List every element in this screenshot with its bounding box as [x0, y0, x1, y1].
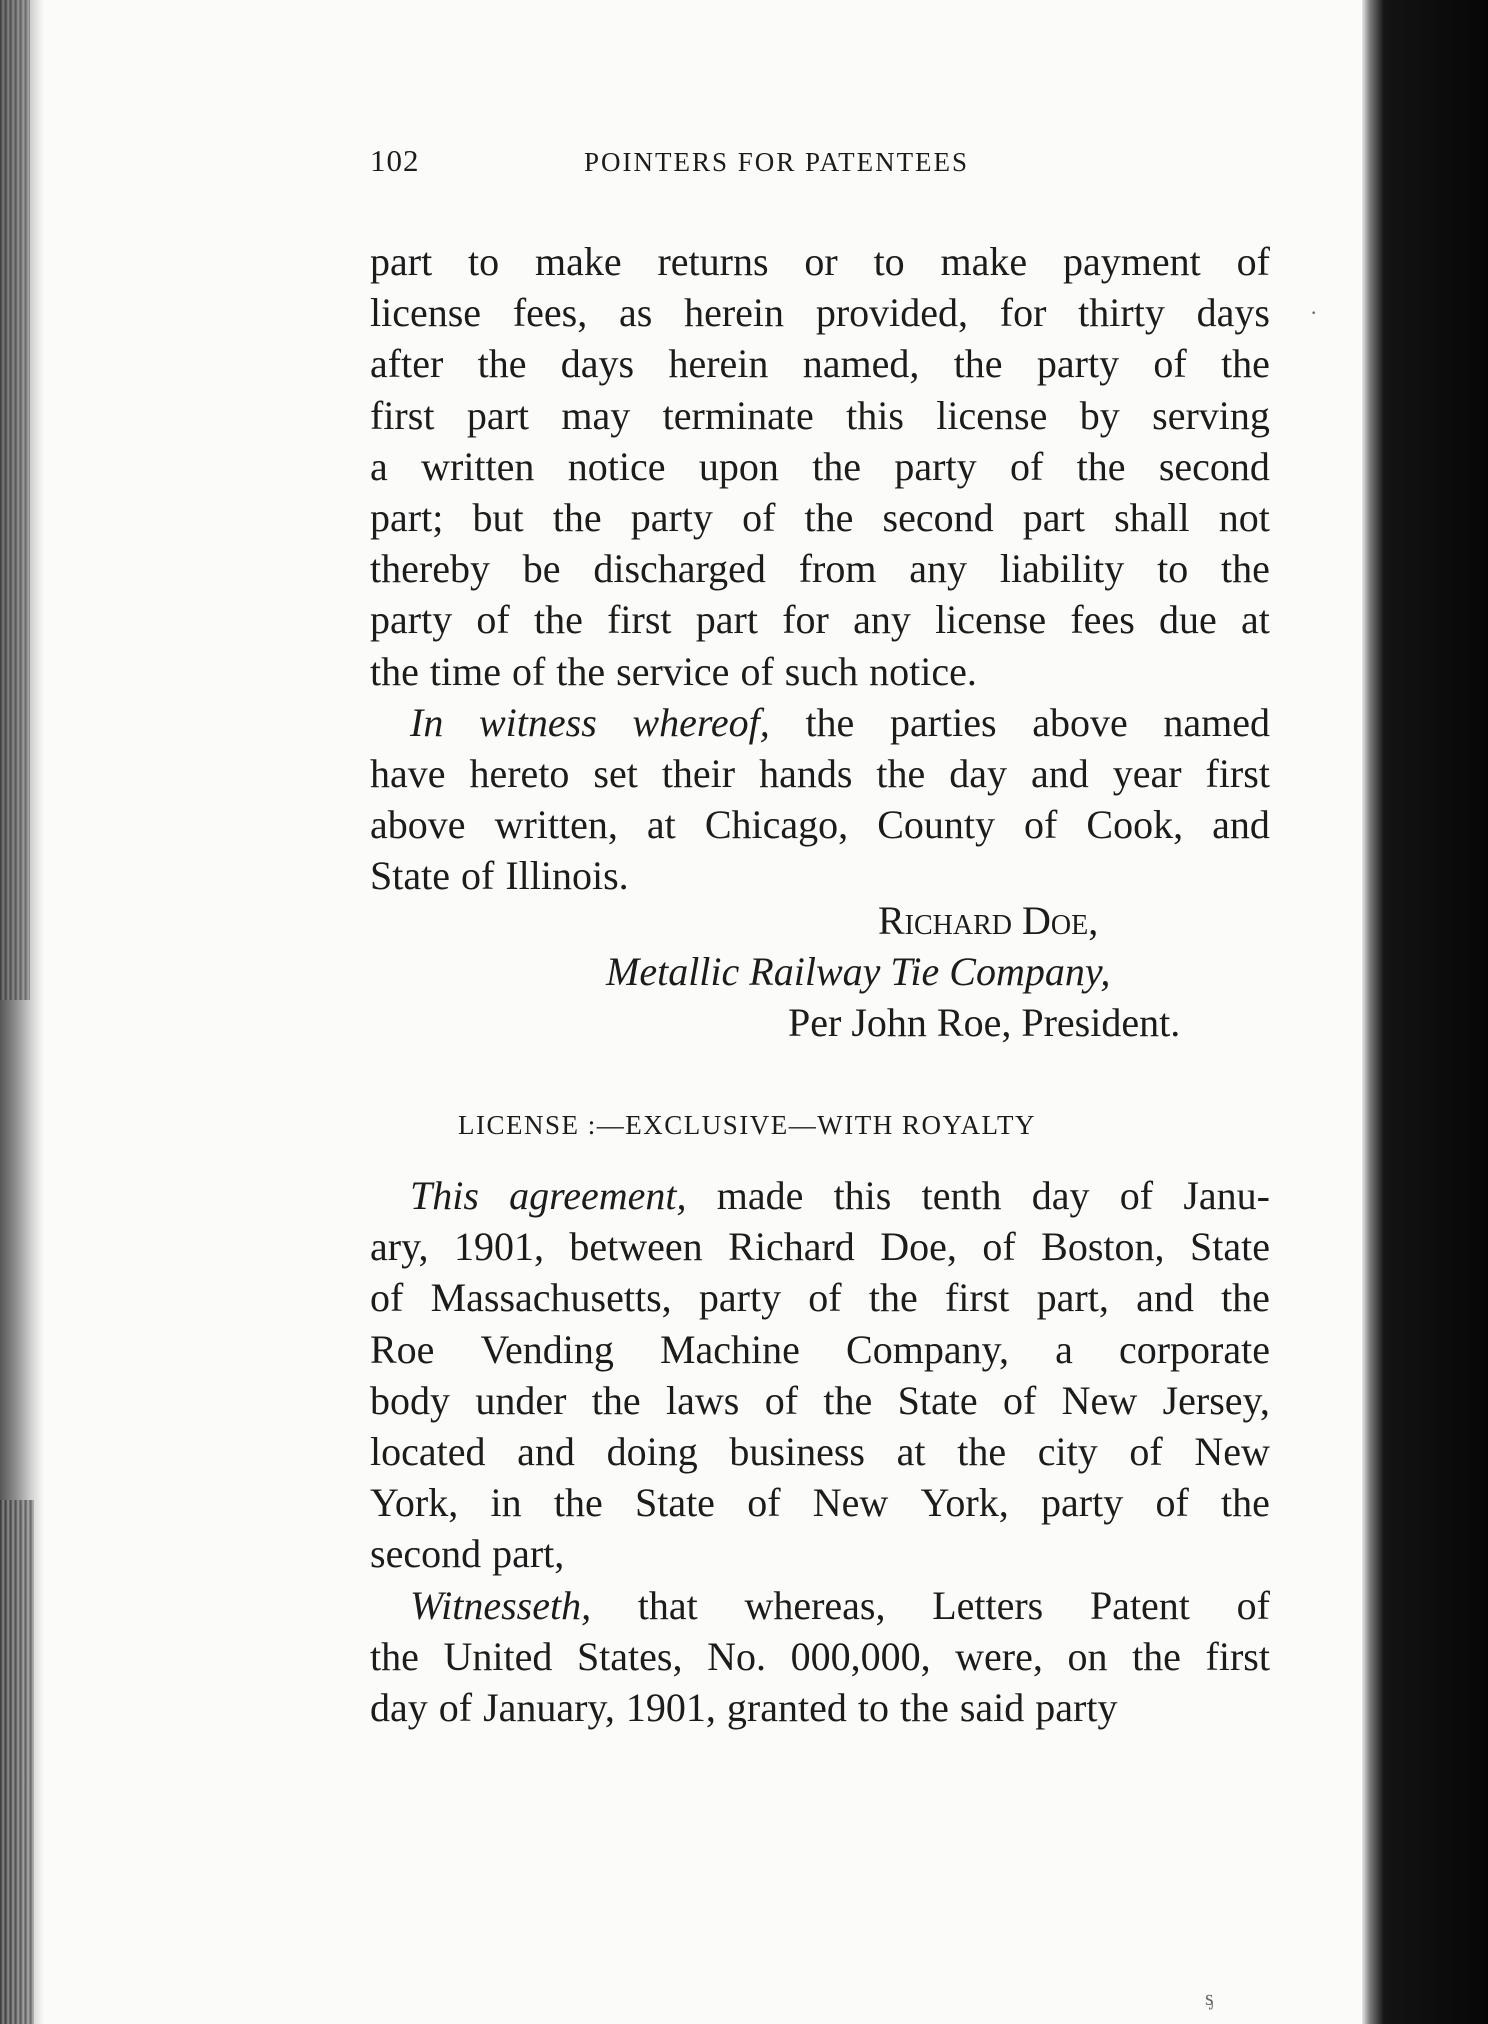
signatory-officer: Per John Roe, President.	[788, 1000, 1181, 1046]
paragraph-witness	[370, 697, 1270, 902]
word: at	[646, 802, 676, 848]
word: States,	[576, 1633, 683, 1679]
word: Illinois.	[505, 853, 629, 899]
word: York,	[370, 1480, 459, 1526]
word: to	[1157, 546, 1189, 592]
word: for	[782, 597, 829, 643]
word: a	[1055, 1326, 1073, 1372]
word: the	[957, 1428, 1007, 1474]
word: above	[1032, 699, 1128, 745]
word: discharged	[593, 546, 766, 592]
text-block-lower	[370, 1170, 1270, 1733]
word: city	[1037, 1428, 1098, 1474]
word: such	[784, 648, 859, 694]
word: of	[982, 1224, 1016, 1270]
text-line	[370, 748, 1270, 799]
word: County	[877, 802, 995, 848]
word: thereby	[370, 546, 490, 592]
word: fees,	[512, 290, 588, 336]
word: days	[560, 341, 635, 387]
word: but	[472, 494, 524, 540]
word: day	[1031, 1173, 1090, 1218]
word: on	[1067, 1633, 1108, 1679]
word: of	[764, 1377, 799, 1423]
word: of	[1024, 802, 1058, 848]
text-line	[370, 543, 1270, 594]
word: New	[1061, 1377, 1138, 1423]
word: part	[370, 239, 433, 284]
running-title: POINTERS FOR PATENTEES	[584, 147, 970, 177]
signatory-company: Metallic Railway Tie Company,	[606, 949, 1111, 995]
text-line	[370, 1528, 1270, 1579]
word: Richard	[728, 1224, 855, 1270]
word: at	[1241, 597, 1270, 643]
word: 1901,	[453, 1224, 544, 1270]
word: business	[729, 1428, 865, 1474]
word: license	[935, 597, 1047, 643]
text-line	[370, 1272, 1270, 1323]
word: the	[1076, 443, 1126, 489]
word: day	[949, 750, 1007, 796]
text-line	[370, 236, 1270, 287]
text-line	[370, 1221, 1270, 1272]
word: second	[370, 1531, 482, 1577]
word: first	[607, 597, 672, 643]
word: payment	[1063, 239, 1201, 284]
word: license	[370, 290, 482, 336]
word: of	[370, 1275, 404, 1321]
word: the	[876, 750, 926, 796]
word: the	[1221, 341, 1270, 387]
word: named	[1163, 699, 1270, 745]
word: first	[370, 392, 435, 438]
word: set	[593, 750, 638, 796]
word: the	[533, 597, 583, 643]
word: and	[517, 1428, 575, 1474]
word: of	[1009, 443, 1044, 489]
word: the	[477, 341, 527, 387]
word: body	[370, 1377, 450, 1423]
word: State	[1189, 1224, 1270, 1270]
word: said	[959, 1684, 1025, 1730]
text-line	[370, 287, 1270, 338]
word: party	[1041, 1480, 1124, 1526]
word: United	[443, 1633, 553, 1679]
word: serving	[1152, 392, 1270, 438]
word: part;	[370, 494, 444, 540]
word: agreement,	[509, 1173, 687, 1218]
text-line	[370, 1170, 1270, 1221]
word: the	[1221, 1275, 1270, 1321]
word: Boston,	[1041, 1224, 1165, 1270]
word: under	[475, 1377, 567, 1423]
paragraph-agreement	[370, 1170, 1270, 1580]
word: Jersey,	[1162, 1377, 1270, 1423]
word: State	[634, 1480, 715, 1526]
text-line	[370, 646, 1270, 697]
word: the	[823, 1377, 873, 1423]
text-line	[370, 492, 1270, 543]
word: day	[370, 1684, 428, 1730]
word: the	[553, 1480, 603, 1526]
word: have	[370, 750, 446, 796]
word: of	[747, 1480, 781, 1526]
word: of	[1236, 1582, 1270, 1628]
word: their	[661, 750, 736, 796]
text-line	[370, 1477, 1270, 1528]
word: This	[410, 1173, 479, 1218]
word: the	[868, 1275, 918, 1321]
scan-speck: ·	[1310, 300, 1318, 325]
word: of	[476, 597, 510, 643]
word: hereto	[469, 750, 570, 796]
word: Machine	[659, 1326, 800, 1372]
word: Cook,	[1086, 802, 1184, 848]
word: first	[1205, 750, 1270, 796]
word: of	[808, 1275, 842, 1321]
word: a	[370, 443, 388, 489]
word: between	[569, 1224, 703, 1270]
word: the	[953, 341, 1003, 387]
word: herein	[684, 290, 785, 336]
word: whereas,	[744, 1582, 886, 1628]
word: make	[535, 239, 622, 284]
word: Witnesseth,	[410, 1582, 592, 1628]
word: from	[798, 546, 877, 592]
scan-speck: ᶊ	[1205, 1985, 1214, 2010]
word: returns	[657, 239, 769, 284]
word: notice.	[869, 648, 977, 694]
word: of	[1153, 341, 1187, 387]
section-heading: LICENSE :—EXCLUSIVE—WITH ROYALTY	[458, 1110, 1036, 1140]
word: terminate	[662, 392, 814, 438]
text-line	[370, 1631, 1270, 1682]
word: or	[804, 239, 838, 284]
word: and	[1136, 1275, 1194, 1321]
word: of	[1155, 1480, 1189, 1526]
word: upon	[698, 443, 779, 489]
word: whereof,	[632, 699, 770, 745]
word: shall	[1114, 494, 1190, 540]
word: granted	[726, 1684, 847, 1730]
text-line	[370, 697, 1270, 748]
word: of	[438, 1684, 473, 1730]
word: the	[1132, 1633, 1181, 1679]
word: the	[805, 699, 855, 745]
word: may	[561, 392, 631, 438]
word: year	[1112, 750, 1182, 796]
word: ary,	[370, 1224, 429, 1270]
text-line	[370, 850, 1270, 901]
text-line	[370, 1682, 1270, 1733]
word: written	[421, 443, 535, 489]
word: this	[833, 1173, 892, 1218]
word: and	[1212, 802, 1270, 848]
word: York,	[920, 1480, 1009, 1526]
text-line	[370, 1580, 1270, 1631]
text-line	[370, 594, 1270, 645]
word: Massachusetts,	[430, 1275, 672, 1321]
word: notice	[567, 443, 666, 489]
word: witness	[478, 699, 597, 745]
word: to	[468, 239, 500, 284]
word: first	[944, 1275, 1010, 1321]
word: that	[637, 1582, 698, 1628]
word: any	[909, 546, 968, 592]
word: January,	[483, 1684, 615, 1730]
signature-block	[370, 895, 1270, 1049]
word: of	[1129, 1428, 1163, 1474]
word: provided,	[815, 290, 968, 336]
word: Company,	[846, 1326, 1009, 1372]
word: Vending	[480, 1326, 614, 1372]
paragraph-terms	[370, 236, 1270, 697]
word: at	[896, 1428, 926, 1474]
text-line	[370, 1375, 1270, 1426]
word: tenth	[921, 1173, 1002, 1218]
word: thirty	[1078, 290, 1165, 336]
text-block-upper	[370, 236, 1270, 901]
text-line	[370, 338, 1270, 389]
word: first	[1205, 1633, 1270, 1679]
word: the	[1221, 546, 1270, 592]
word: named,	[802, 341, 920, 387]
word: part	[1022, 494, 1085, 540]
word: due	[1159, 597, 1217, 643]
word: of	[1236, 239, 1270, 284]
word: of	[1002, 1377, 1037, 1423]
word: days	[1196, 290, 1270, 336]
word: second	[1158, 443, 1270, 489]
word: license	[936, 392, 1048, 438]
text-line	[370, 441, 1270, 492]
word: the	[556, 648, 606, 694]
word: make	[940, 239, 1028, 284]
word: laws	[666, 1377, 740, 1423]
word: made	[716, 1173, 804, 1218]
word: written,	[494, 802, 618, 848]
word: party	[370, 597, 453, 643]
word: second	[882, 494, 994, 540]
word: Patent	[1089, 1582, 1190, 1628]
word: Roe	[370, 1326, 435, 1372]
word: part	[695, 597, 758, 643]
word: corporate	[1118, 1326, 1270, 1372]
word: party	[894, 443, 977, 489]
text-line	[370, 390, 1270, 441]
word: doing	[606, 1428, 698, 1474]
word: party	[1035, 1684, 1118, 1730]
left-binding-top	[0, 0, 30, 1000]
word: to	[873, 239, 905, 284]
word: Janu-	[1183, 1173, 1270, 1218]
word: to	[857, 1684, 889, 1730]
word: 000,000,	[790, 1633, 931, 1679]
word: above	[370, 802, 466, 848]
text-line	[370, 799, 1270, 850]
word: Doe,	[880, 1224, 957, 1270]
word: fees	[1070, 597, 1135, 643]
word: Letters	[932, 1582, 1044, 1628]
word: as	[619, 290, 653, 336]
word: service	[616, 648, 730, 694]
word: be	[522, 546, 561, 592]
word: the	[370, 1633, 419, 1679]
word: New	[812, 1480, 889, 1526]
word: the	[812, 443, 862, 489]
word: parties	[889, 699, 997, 745]
left-binding-bottom	[0, 1500, 34, 2024]
word: any	[853, 597, 911, 643]
word: of	[460, 853, 495, 899]
word: of	[742, 494, 776, 540]
word: of	[511, 648, 546, 694]
word: and	[1030, 750, 1089, 796]
word: this	[846, 392, 904, 438]
word: part,	[1036, 1275, 1109, 1321]
word: herein	[668, 341, 769, 387]
word: party	[698, 1275, 782, 1321]
word: No.	[707, 1633, 766, 1679]
text-line	[370, 1426, 1270, 1477]
word: part	[466, 392, 530, 438]
word: not	[1218, 494, 1270, 540]
word: the	[591, 1377, 641, 1423]
word: part,	[492, 1531, 565, 1577]
signatory-name: Richard Doe,	[878, 898, 1099, 943]
word: the	[370, 648, 419, 694]
word: hands	[759, 750, 853, 796]
word: in	[490, 1480, 522, 1526]
word: liability	[999, 546, 1125, 592]
running-head	[370, 143, 1250, 183]
text-line	[370, 1324, 1270, 1375]
word: the	[1221, 1480, 1270, 1526]
word: State	[897, 1377, 978, 1423]
paragraph-witnesseth	[370, 1580, 1270, 1734]
word: time	[429, 648, 501, 694]
word: located	[370, 1428, 486, 1474]
word: the	[804, 494, 854, 540]
word: for	[999, 290, 1047, 336]
word: party	[630, 494, 713, 540]
word: State	[370, 853, 450, 899]
word: of	[1119, 1173, 1154, 1218]
word: of	[740, 648, 774, 694]
word: 1901,	[625, 1684, 716, 1730]
word: by	[1079, 392, 1120, 438]
page-number: 102	[370, 143, 420, 178]
word: after	[370, 341, 444, 387]
word: In	[410, 699, 444, 745]
word: New	[1194, 1428, 1270, 1474]
word: the	[552, 494, 602, 540]
word: party	[1036, 341, 1120, 387]
word: Chicago,	[704, 802, 849, 848]
right-page-edge	[1362, 0, 1488, 2024]
word: were,	[955, 1633, 1043, 1679]
word: the	[899, 1684, 949, 1730]
